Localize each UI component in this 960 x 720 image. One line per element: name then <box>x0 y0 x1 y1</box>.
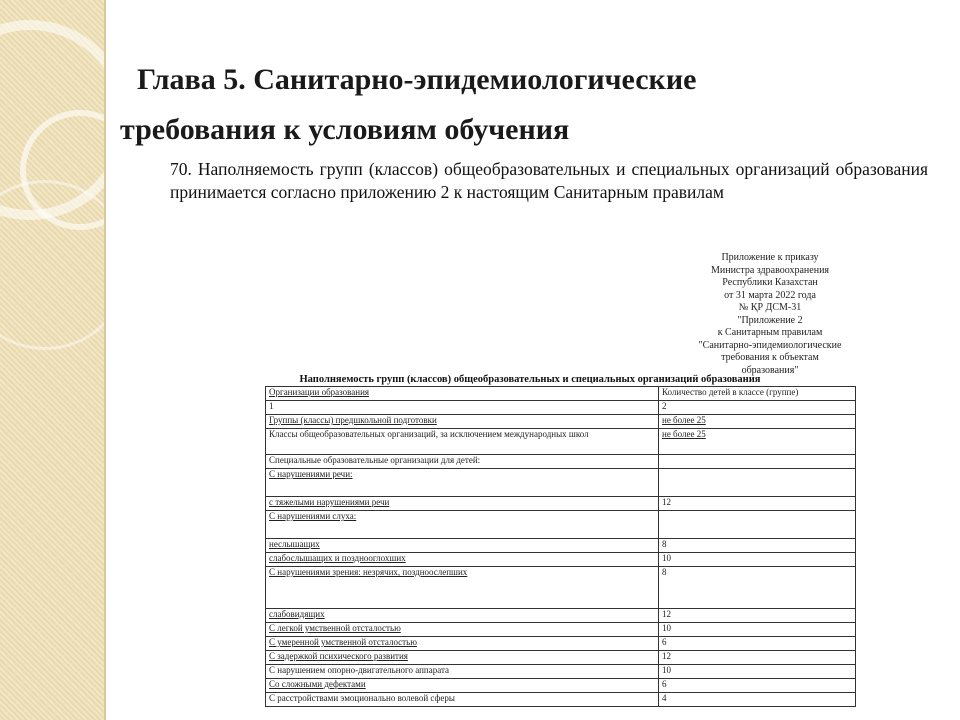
table-cell-count: 10 <box>659 665 856 679</box>
table-cell-category: С умеренной умственной отсталостью <box>266 637 659 651</box>
table-cell-count <box>659 511 856 539</box>
body-paragraph: 70. Наполняемость групп (классов) общеобразовательных и специальных организаций образования принимается согласно приложению 2 к настоящим Санитарным правилам <box>170 159 928 202</box>
decorative-ring <box>0 180 105 350</box>
table-cell-count: 2 <box>659 401 856 415</box>
table-row <box>266 609 856 623</box>
table-cell-category: С задержкой психического развития <box>266 651 659 665</box>
table-cell-category: С легкой умственной отсталостью <box>266 623 659 637</box>
table-cell-category: Специальные образовательные организации для детей: <box>266 455 659 469</box>
table-title: Наполняемость групп (классов) общеобразовательных и специальных организаций образования <box>299 374 761 385</box>
table-cell-count: 10 <box>659 553 856 567</box>
table-cell-count: Количество детей в классе (группе) <box>659 387 856 401</box>
appendix-line: образования" <box>741 364 799 376</box>
slide-title <box>0 55 960 155</box>
table-row <box>266 637 856 651</box>
table-row <box>266 679 856 693</box>
slide-title-line-1: Глава 5. Санитарно-эпидемиологические <box>137 63 697 96</box>
appendix-line: "Санитарно-эпидемиологические <box>698 339 842 351</box>
table-row <box>266 553 856 567</box>
appendix-line: "Приложение 2 <box>737 314 803 326</box>
table-cell-category: С нарушениями слуха: <box>266 511 659 539</box>
table-cell-category: С нарушениями речи: <box>266 469 659 497</box>
table-cell-count: 12 <box>659 609 856 623</box>
table-cell-category: С нарушениями зрения: незрячих, поздноослепших <box>266 567 659 609</box>
table-row <box>266 511 856 539</box>
table-cell-count: 10 <box>659 623 856 637</box>
table-row <box>266 567 856 609</box>
table-row <box>266 651 856 665</box>
appendix-line: № ҚР ДСМ-31 <box>738 302 802 313</box>
table-row <box>266 497 856 511</box>
table-cell-category: С нарушением опорно-двигательного аппарата <box>266 665 659 679</box>
table-cell-count: 12 <box>659 497 856 511</box>
table-cell-count: не более 25 <box>659 429 856 455</box>
table-cell-category: Организации образования <box>266 387 659 401</box>
table-row <box>266 665 856 679</box>
table-row <box>266 693 856 707</box>
table-row <box>266 415 856 429</box>
table-cell-count: не более 25 <box>659 415 856 429</box>
appendix-line: от 31 марта 2022 года <box>724 289 816 301</box>
table-cell-count <box>659 455 856 469</box>
appendix-line: Министра здравоохранения <box>710 264 830 276</box>
table-cell-count: 4 <box>659 693 856 707</box>
table-cell-count: 12 <box>659 651 856 665</box>
appendix-line: требования к объектам <box>721 352 819 363</box>
table-row <box>266 401 856 415</box>
table-row <box>266 455 856 469</box>
table-cell-category: неслышащих <box>266 539 659 553</box>
table-row <box>266 623 856 637</box>
appendix-header <box>665 252 875 377</box>
table-cell-count: 8 <box>659 539 856 553</box>
table-row <box>266 387 856 401</box>
class-size-table <box>265 386 856 707</box>
table-cell-category: С расстройствами эмоционально волевой сферы <box>266 693 659 707</box>
table-row <box>266 539 856 553</box>
table-cell-category: Со сложными дефектами <box>266 679 659 693</box>
table-cell-category: слабовидящих <box>266 609 659 623</box>
appendix-line: Республики Казахстан <box>722 277 818 288</box>
appendix-line: к Санитарным правилам <box>717 327 823 338</box>
table-cell-count <box>659 469 856 497</box>
appendix-line: Приложение к приказу <box>721 252 819 263</box>
table-cell-category: 1 <box>266 401 659 415</box>
table-cell-category: слабослышащих и позднооглохших <box>266 553 659 567</box>
table-cell-category: Группы (классы) предшкольной подготовки <box>266 415 659 429</box>
table-cell-count: 6 <box>659 637 856 651</box>
slide-title-line-2: требования к условиям обучения <box>120 113 570 146</box>
table-row <box>266 469 856 497</box>
table-cell-count: 6 <box>659 679 856 693</box>
table-cell-category: Классы общеобразовательных организаций, за исключением международных школ <box>266 429 659 455</box>
table-row <box>266 429 856 455</box>
table-cell-category: с тяжелыми нарушениями речи <box>266 497 659 511</box>
table-cell-count: 8 <box>659 567 856 609</box>
